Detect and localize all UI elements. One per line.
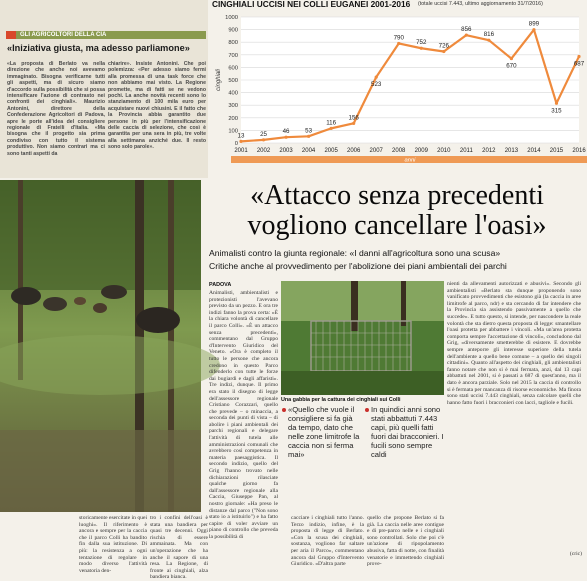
x-tick-label: 2010 <box>437 148 451 154</box>
box-col-2: chiarire». Insiste Antonini. Che poi polemizza: «Per adesso siamo fermi alla promessa di una task force che non abbiamo mai visto. La Regione promette, ma di fatti se ne vedono pochi. La anche novità recenti sono lo stanziamento di 100 mila euro per acquistare nuovi chiusini. E il fatto che la Provincia abbia garantito due persone in più per l'intensificazione delle caccia di selezione, che così è garantita per una sera in più, tre volte alla settimana anziché due. Il resto sono solo parole». <box>108 61 206 151</box>
x-tick-label: 2009 <box>414 148 428 154</box>
x-tick-label: 2014 <box>527 148 541 154</box>
data-point <box>487 39 490 42</box>
data-label: 523 <box>371 81 382 89</box>
article-col-e: nienti da allevamenti autorizzati e abusivi». Secondo gli ambientalisti «Berlato sta dunque proponendo sono vanificato provvedimenti che esistono già (la caccia in aree limitrofe al parco, ndr) e sta cercando di far intendere che la Provincia sia assistendo passivamente a quello che succede». E tutto questo, si intende, per nascondere la reale volontà che sta dietro questa proposta di legge: smantellare l'oasi protetta per abbattere i vincoli. «Ma un'area protetta comporta sempre l'accettazione di vincoli», concludono dal Grig, «diversamente smetterebbe di esistere. E dovrebbe sempre anteporre gli interesse superiore della tutela dell'ambiente a quello bene comune – a quello dei singoli cittadini». Quanto all'aspetto dei cinghiali, gli ambientalisti fanno notare che non si è mai fermata, anzi, dal 13 capi abbattuti nel 2001, si è passati a 687 di quest'anno, ma il dato è ancora parziale. Solo nel 2015 la caccia di controllo si è fermata per mancanza di risorse economiche. Ma finora sono stati uccisi 7.443 cinghiali, senza calcolare quelli che hanno fatto fuori i bracconieri con lacci, tagliole e fucili. <box>447 281 581 406</box>
chart-note: (totale uccisi 7.443, ultimo aggiornamento 31/7/2016) <box>418 1 543 7</box>
x-tick-label: 2012 <box>482 148 496 154</box>
data-point <box>510 57 513 60</box>
article-col-a: Animalisti, ambientalisti e protezionisti l'avevano previsto da un pezzo. E ora tre indizi fanno la prova certa: «È la chiara volontà di cancellare il parco Colli». «È un attacco senza precedenti», commentano dal Gruppo d'Intervento Giuridico del Veneto. «Ora è completo il tutto le persone che ancora credono in questo Parco difenderlo con tutte le forze dai bugiardi e dagli affaristi». Tre indizi, dunque. Il primo era stato il disegno di legge dell'assessore regionale Cristiano Corazzari, quello che prevede – o minaccia, a seconda dei punti di vista – di abolire i piani ambientali dei parchi regionali e delegare l'attività di tutela alle amministrazioni comunali che avrebbero così competenza in materia paesaggistica. Il secondo indizio, quello del Grig l'hanno trovato nelle dichiarazioni rilasciate qualche giorno fa dall'assessore regionale alla Caccia, Giuseppe Pan, al nostro giornale: «Ha preso le distanze dal parco ("Non sono stato io a istituirlo") e ha fatto capire di voler avviare un piano di controllo che preveda la possibilità di <box>209 290 278 540</box>
data-point <box>577 55 580 58</box>
data-label: 670 <box>506 62 517 70</box>
data-point <box>307 135 310 138</box>
x-tick-label: 2003 <box>279 148 293 154</box>
data-point <box>262 138 265 141</box>
y-tick-label: 200 <box>228 115 238 122</box>
article-col-a2-tail: tro i confini dell'oasi è stata una bandiera per quasi tre decenni. Oggi rischia di essere ammainata. Ma con un'operazione che ha anche il sapore di una resa. La Regione, di fronte ai cinghiali, alza bandiera bianca. <box>150 515 208 581</box>
x-tick-label: 2013 <box>504 148 519 154</box>
y-tick-label: 100 <box>228 128 238 135</box>
x-tick-label: 2016 <box>572 148 586 154</box>
data-label: 687 <box>573 60 585 68</box>
x-tick-label: 2015 <box>549 148 564 154</box>
y-tick-label: 400 <box>228 90 238 97</box>
data-label: 856 <box>461 26 472 34</box>
data-label: 315 <box>551 107 562 115</box>
line-chart <box>209 9 587 176</box>
y-tick-label: 800 <box>228 40 238 47</box>
forest-scene <box>0 180 201 512</box>
article-deck-1: Animalisti contro la giunta regionale: «I danni all'agricoltura sono una scusa» <box>209 248 501 258</box>
x-tick-label: 2005 <box>324 148 338 154</box>
data-label: 752 <box>416 39 427 47</box>
data-label: 46 <box>282 128 290 136</box>
section-marker-icon <box>6 31 16 39</box>
quote-1-marker-icon <box>282 408 286 412</box>
data-label: 816 <box>483 31 495 39</box>
photo-caption: Una gabbia per la cattura dei cinghiali sui Colli <box>281 397 401 403</box>
data-point <box>284 136 287 139</box>
dateline: PADOVA <box>209 282 232 288</box>
data-label: 116 <box>326 119 337 127</box>
data-point <box>330 127 333 130</box>
data-point <box>375 76 378 79</box>
article-col-d-tail: quello che propone Berlato si fa già. La caccia nelle aree contigue e di pre-parco nelle e i cinghiali sono controllati. Solo che poi c'è un'azione di ripopolamento abusiva, fatta di notte, con finalità venatorie e immettendo cinghiali prove- <box>367 515 444 568</box>
x-tick-label: 2008 <box>392 148 406 154</box>
data-label: 726 <box>438 42 449 50</box>
article-signature: (cric) <box>569 551 582 557</box>
article-deck-2: Critiche anche al provvedimento per l'abolizione dei piani ambientali dei parchi <box>209 261 507 271</box>
box-col-1: «La proposta di Berlato va nella direzione che anche noi avevamo immaginato. Bisogna verificarne tutti gli aspetti, ma di sicuro siamo d'accordo sulla possibilità che si possa intensificare l'azione di contrasto nei confronti dei cinghiali». Maurizio Antonini, direttore della Confederazione Agricoltori di Padova, apre le porte all'idea del consigliere regionale di Fratelli d'Italia. «Ma bisogna che il progetto sia prima condiviso con tutto il sistema produttivo. Non siamo contrari ma ci sono tanti aspetti da <box>7 61 105 157</box>
cage-photo <box>281 281 444 395</box>
y-tick-label: 900 <box>228 27 238 34</box>
data-point <box>532 28 535 31</box>
x-tick-label: 2004 <box>301 148 316 154</box>
data-point <box>239 140 242 143</box>
data-label: 790 <box>393 34 404 42</box>
data-point <box>442 50 445 53</box>
cage-scene <box>281 281 444 395</box>
data-label: 25 <box>260 130 267 138</box>
data-point <box>352 122 355 125</box>
y-tick-label: 0 <box>234 141 238 147</box>
data-label: 13 <box>237 132 245 140</box>
data-point <box>397 42 400 45</box>
section-label-text: GLI AGRICOLTORI DELLA CIA <box>20 32 107 38</box>
wild-boars-photo <box>0 180 201 512</box>
data-label: 53 <box>305 127 313 135</box>
x-tick-label: 2001 <box>234 148 248 154</box>
x-axis-label: anni <box>404 157 416 164</box>
x-tick-label: 2011 <box>459 148 473 154</box>
data-point <box>420 47 423 50</box>
y-tick-label: 300 <box>228 103 238 110</box>
section-label <box>6 31 206 39</box>
chart-title: CINGHIALI UCCISI NEI COLLI EUGANEI 2001-2016 <box>212 0 411 9</box>
data-point <box>555 102 558 105</box>
x-tick-label: 2002 <box>256 148 271 154</box>
pull-quote-1: «Quello che vuole il consigliere si fa già da tempo, dato che nelle zone limitrofe la caccia non si ferma mai» <box>288 405 360 459</box>
quote-2-marker-icon <box>365 408 369 412</box>
data-point <box>465 34 468 37</box>
y-tick-label: 700 <box>228 52 238 59</box>
box-title: «Iniziativa giusta, ma adesso parliamone» <box>7 43 190 53</box>
data-label: 899 <box>528 20 540 28</box>
article-headline: «Attacco senza precedenti vogliono cancellare l'oasi» <box>247 180 547 241</box>
article-col-a-tail: storicamente esercitate in quei luoghi». Il riferimento è ancora e sempre per la caccia che il parco Colli ha bandito fin dalla sua istituzione. Di più: la resistenza a ogni tentazione di regolare in modo diverso l'attività venatoria den- <box>79 515 147 574</box>
y-axis-label: cinghiali <box>216 69 222 91</box>
article-col-c-tail: cacciare i cinghiali tutto l'anno. Terzo indizio, infine, è la proposta di legge di Berlato. «Con la scusa dei cinghiali, sostanza, vogliono far saltare per aria il Parco», commentano ancora dal Gruppo d'Intervento Giuridico. «D'altra parte <box>291 515 364 568</box>
y-tick-label: 500 <box>228 78 238 84</box>
x-tick-label: 2007 <box>369 148 383 154</box>
y-tick-label: 1000 <box>225 15 238 21</box>
y-tick-label: 600 <box>228 65 238 72</box>
pull-quote-2: In quindici anni sono stati abbattuti 7.443 capi, più quelli fatti fuori dai bracconieri. I fucili sono sempre caldi <box>371 405 444 459</box>
data-label: 156 <box>348 114 359 122</box>
x-tick-label: 2006 <box>346 148 361 154</box>
